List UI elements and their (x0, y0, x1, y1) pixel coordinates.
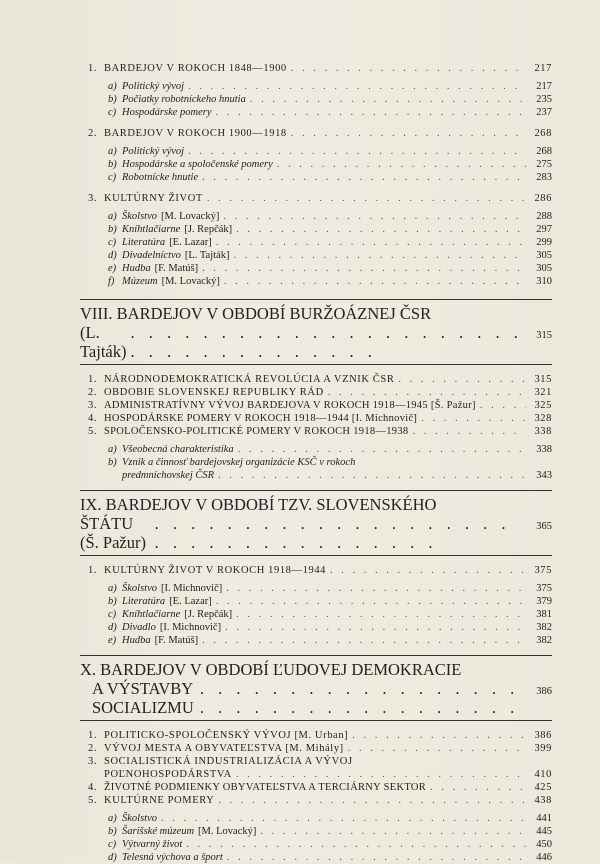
subsection-letter: c) (108, 107, 117, 118)
page-number: 315 (534, 374, 552, 385)
toc-section[interactable] (88, 742, 552, 755)
section-title: ADMINISTRATÍVNY VÝVOJ BARDEJOVA V ROKOCH 1918—1945 [Š. Pažur] (104, 400, 476, 411)
dot-leader (348, 742, 526, 755)
toc-subsection[interactable] (88, 851, 552, 864)
author: [I. Michnovič] (159, 622, 222, 633)
page-number: 386 (534, 730, 552, 741)
page-number: 286 (534, 193, 552, 204)
dot-leader (207, 192, 526, 205)
page-number: 305 (536, 263, 552, 274)
subsection-title: Školstvo (122, 211, 157, 222)
author: [I. Michnovič] (161, 583, 223, 594)
toc-section[interactable] (88, 386, 552, 399)
page-number: 386 (536, 686, 552, 697)
toc-subsection[interactable] (88, 223, 552, 236)
dot-leader (202, 262, 526, 275)
toc-subsection[interactable] (88, 825, 552, 838)
dot-leader (200, 679, 526, 717)
subsection-title: Vznik a činnosť bardejovskej organizácie KSČ v rokoch (122, 457, 356, 468)
dot-leader (421, 412, 526, 425)
dot-leader (227, 851, 526, 864)
toc-subsection[interactable] (88, 275, 552, 288)
dot-leader (233, 249, 526, 262)
page-number: 375 (536, 583, 552, 594)
page-number: 235 (536, 94, 552, 105)
chapter-divider (80, 299, 552, 300)
page-number: 338 (536, 444, 552, 455)
toc-section[interactable] (88, 781, 552, 794)
dot-leader (130, 323, 526, 361)
section-title: POLITICKO-SPOLOČENSKÝ VÝVOJ [M. Urban] (104, 730, 349, 741)
subsection-letter: b) (108, 826, 117, 837)
section-title: VÝVOJ MESTA A OBYVATEĽSTVA [M. Mihály] (104, 743, 344, 754)
page-number: 283 (536, 172, 552, 183)
dot-leader (226, 582, 526, 595)
dot-leader (224, 275, 526, 288)
dot-leader (218, 794, 526, 807)
toc-section[interactable] (88, 373, 552, 386)
subsection-title: Výtvarný život (122, 839, 183, 850)
subsection-title: Robotnícke hnutie (122, 172, 199, 183)
toc-section[interactable] (88, 729, 552, 742)
author: [E. Lazar] (169, 596, 212, 607)
section-number: 2. (88, 387, 98, 398)
author: [J. Repčák] (184, 609, 233, 620)
toc-section[interactable] (88, 62, 552, 75)
toc-subsection[interactable] (88, 608, 552, 621)
subsection-title: Múzeum (122, 276, 158, 287)
chapter-title-continued: ŠTÁTU (Š. Pažur) (80, 514, 146, 552)
subsection-title: Kníhtlačiarne (122, 224, 181, 235)
chapter-divider (80, 490, 552, 491)
section-number: 1. (88, 565, 98, 576)
page-number: 445 (536, 826, 552, 837)
page-number: 288 (536, 211, 552, 222)
section-title: SPOLOČENSKO-POLITICKÉ POMERY V ROKOCH 1918—1938 (104, 426, 409, 437)
subsection-title: Divadlo (122, 622, 156, 633)
section-number: 3. (88, 193, 98, 204)
chapter-divider (80, 555, 552, 556)
page-number: 446 (536, 852, 552, 863)
section-number: 1. (88, 730, 98, 741)
section-number: 4. (88, 782, 98, 793)
subsection-letter: a) (108, 211, 117, 222)
subsection-title: Literatúra (122, 596, 166, 607)
dot-leader (236, 768, 526, 781)
dot-leader (216, 106, 526, 119)
toc-section[interactable] (88, 399, 552, 412)
toc-subsection[interactable] (88, 595, 552, 608)
author: [E. Lazar] (169, 237, 212, 248)
dot-leader (155, 514, 526, 552)
page-number: 343 (536, 470, 552, 481)
subsection-letter: b) (108, 596, 117, 607)
dot-leader (188, 145, 526, 158)
subsection-title: Počiatky robotníckeho hnutia (122, 94, 246, 105)
dot-leader (216, 595, 526, 608)
dot-leader (238, 443, 526, 456)
dot-leader (291, 127, 526, 140)
author: [M. Lovacký] (161, 211, 220, 222)
subsection-letter: a) (108, 813, 117, 824)
page-number: 315 (536, 330, 552, 341)
toc-section[interactable] (88, 412, 552, 425)
dot-leader (480, 399, 526, 412)
toc-subsection[interactable] (88, 582, 552, 595)
chapter-title-continued: A VÝSTAVBY SOCIALIZMU (92, 679, 194, 717)
page-number: 297 (536, 224, 552, 235)
section-number: 3. (88, 400, 98, 411)
toc-subsection[interactable] (88, 249, 552, 262)
page-number: 382 (536, 622, 552, 633)
page-number: 381 (536, 609, 552, 620)
chapter-divider (80, 655, 552, 656)
subsection-letter: d) (108, 852, 117, 863)
subsection-title: Hudba (122, 263, 151, 274)
subsection-title: Školstvo (122, 583, 157, 594)
dot-leader (202, 634, 526, 647)
toc-subsection[interactable] (88, 106, 552, 119)
toc-section[interactable] (88, 794, 552, 807)
dot-leader (291, 62, 526, 75)
toc-section[interactable] (88, 564, 552, 577)
chapter-title: VIII. BARDEJOV V OBDOBÍ BURŽOÁZNEJ ČSR (80, 304, 432, 323)
subsection-letter: a) (108, 81, 117, 92)
dot-leader (218, 469, 526, 482)
subsection-title: Hospodárske pomery (122, 107, 212, 118)
dot-leader (330, 564, 526, 577)
toc-section[interactable] (88, 425, 552, 438)
toc-subsection[interactable] (88, 171, 552, 184)
page-number: 338 (534, 426, 552, 437)
page-number: 365 (536, 521, 552, 532)
page-number: 310 (536, 276, 552, 287)
toc-subsection[interactable] (88, 443, 552, 456)
dot-leader (223, 210, 526, 223)
subsection-title: Kníhtlačiarne (122, 609, 181, 620)
subsection-letter: e) (108, 263, 117, 274)
toc-subsection[interactable] (88, 634, 552, 647)
dot-leader (430, 781, 526, 794)
page-number: 438 (534, 795, 552, 806)
table-of-contents (80, 62, 552, 864)
section-number: 2. (88, 128, 98, 139)
section-title: ŽIVOTNÉ PODMIENKY OBYVATEĽSTVA A TERCIÁRNY SEKTOR (104, 782, 427, 793)
subsection-letter: c) (108, 609, 117, 620)
page-number: 305 (536, 250, 552, 261)
author: [F. Matúš] (154, 263, 199, 274)
page-number: 379 (536, 596, 552, 607)
page-number: 299 (536, 237, 552, 248)
chapter-title: X. BARDEJOV V OBDOBÍ ĽUDOVEJ DEMOKRACIE (80, 660, 462, 679)
section-title: KULTÚRNE POMERY (104, 795, 215, 806)
section-title: KULTÚRNY ŽIVOT (104, 193, 203, 204)
dot-leader (328, 386, 526, 399)
dot-leader (236, 608, 526, 621)
chapter-viii-heading[interactable] (80, 304, 552, 361)
section-title: HOSPODÁRSKE POMERY V ROKOCH 1918—1944 [I. Michnovič] (104, 413, 418, 424)
page-number: 441 (536, 813, 552, 824)
dot-leader (188, 80, 526, 93)
toc-subsection[interactable] (88, 158, 552, 171)
dot-leader (236, 223, 526, 236)
dot-leader (352, 729, 526, 742)
dot-leader (216, 236, 526, 249)
chapter-divider (80, 364, 552, 365)
section-number: 2. (88, 743, 98, 754)
author: [J. Repčák] (184, 224, 233, 235)
dot-leader (277, 158, 526, 171)
dot-leader (225, 621, 526, 634)
subsection-letter: b) (108, 159, 117, 170)
subsection-title: Telesná výchova a šport (122, 852, 223, 863)
subsection-letter: e) (108, 635, 117, 646)
subsection-title: predmníchovskej ČSR (122, 470, 215, 481)
subsection-letter: c) (108, 237, 117, 248)
toc-section[interactable] (88, 755, 552, 768)
page-number: 268 (534, 128, 552, 139)
page-number: 217 (536, 81, 552, 92)
subsection-letter: a) (108, 444, 117, 455)
subsection-letter: b) (108, 224, 117, 235)
toc-subsection[interactable] (88, 456, 552, 469)
dot-leader (161, 812, 526, 825)
subsection-title: Literatúra (122, 237, 166, 248)
subsection-title: Všeobecná charakteristika (122, 444, 234, 455)
dot-leader (186, 838, 526, 851)
toc-section-continued[interactable] (88, 768, 552, 781)
toc-subsection[interactable] (88, 236, 552, 249)
chapter-x-heading[interactable] (80, 660, 552, 717)
section-number: 1. (88, 63, 98, 74)
section-number: 5. (88, 795, 98, 806)
subsection-letter: a) (108, 583, 117, 594)
section-title: SOCIALISTICKÁ INDUSTRIALIZÁCIA A VÝVOJ (104, 756, 353, 767)
subsection-letter: d) (108, 622, 117, 633)
chapter-title: IX. BARDEJOV V OBDOBÍ TZV. SLOVENSKÉHO (80, 495, 437, 514)
toc-subsection[interactable] (88, 812, 552, 825)
subsection-letter: d) (108, 250, 117, 261)
subsection-title: Politický vývoj (122, 81, 185, 92)
subsection-title: Divadelníctvo (122, 250, 181, 261)
subsection-letter: c) (108, 172, 117, 183)
toc-subsection[interactable] (88, 262, 552, 275)
page-number: 268 (536, 146, 552, 157)
toc-subsection[interactable] (88, 145, 552, 158)
dot-leader (412, 425, 526, 438)
page-number: 410 (534, 769, 552, 780)
page-number: 325 (534, 400, 552, 411)
subsection-letter: b) (108, 94, 117, 105)
subsection-letter: f) (108, 276, 115, 287)
toc-subsection[interactable] (88, 210, 552, 223)
toc-subsection[interactable] (88, 838, 552, 851)
section-number: 3. (88, 756, 98, 767)
chapter-divider (80, 720, 552, 721)
page-number: 375 (534, 565, 552, 576)
section-title: POĽNOHOSPODÁRSTVA (104, 769, 232, 780)
subsection-letter: a) (108, 146, 117, 157)
chapter-author: (L. Tajták) (80, 323, 127, 361)
page-number: 450 (536, 839, 552, 850)
author: [M. Lovacký] (198, 826, 257, 837)
page-number: 399 (534, 743, 552, 754)
subsection-letter: b) (108, 457, 117, 468)
page-number: 328 (534, 413, 552, 424)
toc-subsection[interactable] (88, 621, 552, 634)
toc-section[interactable] (88, 192, 552, 205)
section-number: 5. (88, 426, 98, 437)
chapter-ix-heading[interactable] (80, 495, 552, 552)
page-number: 382 (536, 635, 552, 646)
author: [M. Lovacký] (161, 276, 220, 287)
page-number: 237 (536, 107, 552, 118)
section-title: NÁRODNODEMOKRATICKÁ REVOLÚCIA A VZNIK ČSR (104, 374, 395, 385)
author: [L. Tajták] (184, 250, 230, 261)
subsection-title: Hudba (122, 635, 151, 646)
section-number: 4. (88, 413, 98, 424)
toc-subsection[interactable] (88, 93, 552, 106)
subsection-title: Školstvo (122, 813, 157, 824)
dot-leader (202, 171, 526, 184)
section-title: OBDOBIE SLOVENSKEJ REPUBLIKY RÁD (104, 387, 324, 398)
subsection-title: Politický vývoj (122, 146, 185, 157)
page-number: 217 (534, 63, 552, 74)
section-title: KULTÚRNY ŽIVOT V ROKOCH 1918—1944 (104, 565, 327, 576)
dot-leader (260, 825, 526, 838)
toc-subsection[interactable] (88, 80, 552, 93)
section-number: 1. (88, 374, 98, 385)
page-number: 321 (534, 387, 552, 398)
author: [F. Matúš] (154, 635, 199, 646)
toc-subsection-continued[interactable] (88, 469, 552, 482)
dot-leader (250, 93, 526, 106)
subsection-letter: c) (108, 839, 117, 850)
toc-section[interactable] (88, 127, 552, 140)
subsection-title: Šarišské múzeum (122, 826, 195, 837)
subsection-title: Hospodárske a spoločenské pomery (122, 159, 273, 170)
section-title: BARDEJOV V ROKOCH 1848—1900 (104, 63, 287, 74)
page-number: 275 (536, 159, 552, 170)
page-number: 425 (534, 782, 552, 793)
section-title: BARDEJOV V ROKOCH 1900—1918 (104, 128, 287, 139)
dot-leader (398, 373, 526, 386)
